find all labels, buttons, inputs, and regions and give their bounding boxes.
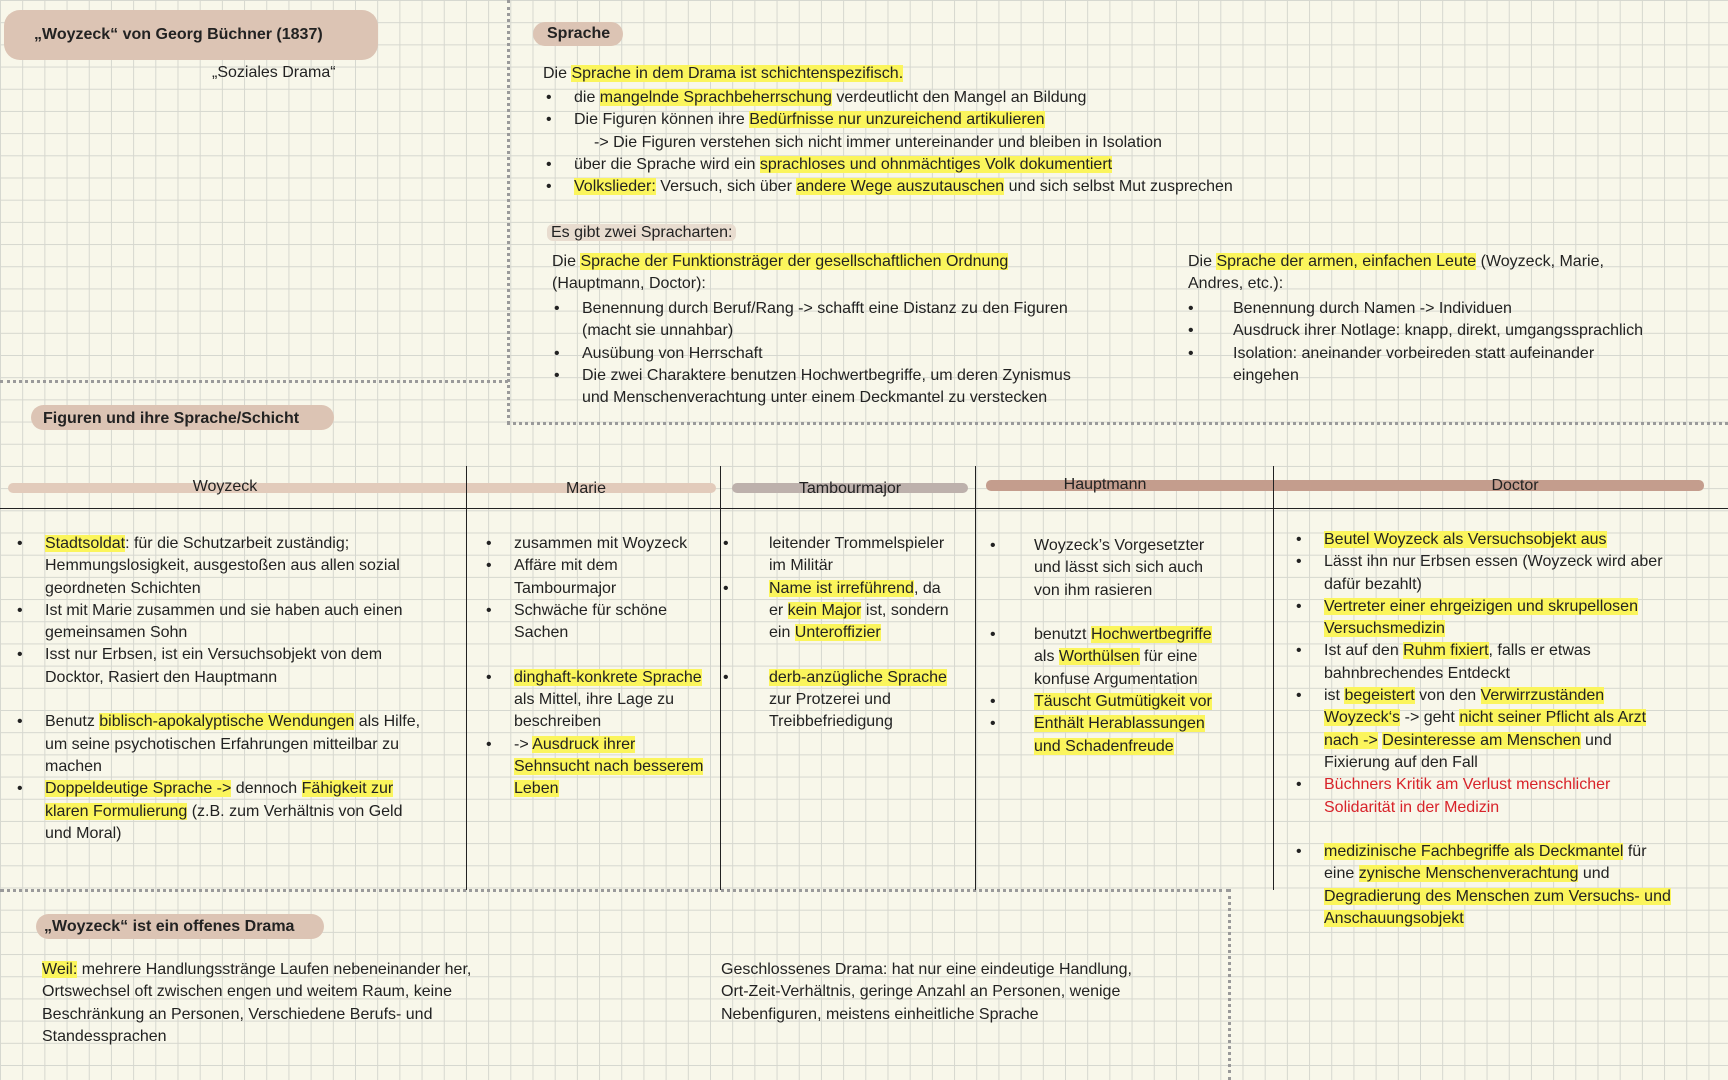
list-item: • Ist mit Marie zusammen und sie haben auch einen	[17, 601, 403, 619]
list-item: • Affäre mit dem	[486, 557, 618, 575]
table-col-line	[975, 466, 976, 890]
list-item: Sehnsucht nach besserem	[514, 757, 704, 775]
list-item: • Enthält Herablassungen	[990, 715, 1205, 733]
funktionstraeger-heading: Die Sprache der Funktionsträger der gesellschaftlichen Ordnung (Hauptmann, Doctor):	[552, 253, 1009, 293]
divider-horizontal-top	[507, 422, 1728, 425]
list-item: • medizinische Fachbegriffe als Deckmantel für	[1296, 843, 1647, 861]
table-col-line	[720, 466, 721, 890]
doctor-list	[1296, 529, 1724, 930]
list-item: Fixierung auf den Fall	[1324, 753, 1478, 771]
list-item	[769, 644, 974, 666]
list-item: um seine psychotischen Erfahrungen mitteilbar zu	[45, 735, 399, 753]
list-item: • Benennung durch Beruf/Rang -> schafft eine Distanz zu den Figuren	[554, 300, 1068, 317]
list-item: • Ausübung von Herrschaft	[554, 344, 763, 362]
list-item: er kein Major ist, sondern	[769, 601, 949, 619]
list-item: Leben	[514, 780, 559, 798]
list-item: Degradierung des Menschen zum Versuchs- und	[1324, 887, 1671, 905]
list-item: ein Unteroffizier	[769, 624, 881, 642]
list-item	[45, 689, 465, 711]
list-item	[1034, 602, 1269, 624]
list-item	[514, 644, 719, 666]
list-item: • zusammen mit Woyzeck	[486, 535, 688, 552]
list-item: eine zynische Menschenverachtung und	[1324, 865, 1610, 883]
list-item: klaren Formulierung (z.B. zum Verhältnis von Geld	[45, 802, 403, 820]
marie-list	[486, 533, 719, 801]
table-col-line	[1273, 466, 1274, 890]
list-item: Anschauungsobjekt	[1324, 910, 1464, 928]
table-col-line	[466, 466, 467, 890]
list-item: • Ausdruck ihrer Notlage: knapp, direkt, umgangssprachlich	[1188, 322, 1643, 340]
list-item: im Militär	[769, 557, 833, 575]
spracharten-heading: Es gibt zwei Spracharten:	[547, 222, 736, 244]
einfache-leute-heading: Die Sprache der armen, einfachen Leute (Woyzeck, Marie, Andres, etc.):	[1188, 253, 1604, 293]
list-item: und lässt sich sich auch	[1034, 559, 1203, 577]
list-item: Woyzeck‘s -> geht nicht seiner Pflicht als Arzt	[1324, 709, 1647, 727]
list-item: geordneten Schichten	[45, 579, 201, 597]
sprache-bullets	[546, 87, 1334, 198]
list-item: • Lässt ihn nur Erbsen essen (Woyzeck wird aber	[1296, 553, 1663, 571]
funktionstraeger-bullets	[554, 298, 1142, 409]
list-item: dafür bezahlt)	[1324, 575, 1422, 593]
list-item: als Mittel, ihre Lage zu	[514, 691, 675, 709]
list-item: • Täuscht Gutmütigkeit vor	[990, 693, 1212, 711]
list-item: konfuse Argumentation	[1034, 670, 1198, 688]
list-item: beschreiben	[514, 713, 602, 731]
offen-heading-pill	[36, 914, 324, 939]
col-header-tambourmajor: Tambourmajor	[798, 480, 902, 497]
list-item: • Volkslieder: Versuch, sich über andere Wege auszutauschen und sich selbst Mut zusprechen	[546, 178, 1233, 196]
divider-horizontal-bottom	[0, 889, 1230, 892]
list-item: • Woyzeck’s Vorgesetzter	[990, 537, 1205, 554]
tambourmajor-list	[723, 533, 974, 734]
list-item: • Schwäche für schöne	[486, 601, 667, 619]
list-item: • Stadtsoldat: für die Schutzarbeit zuständig;	[17, 535, 350, 552]
list-item: als Worthülsen für eine	[1034, 648, 1198, 666]
figuren-heading: Figuren und ihre Sprache/Schicht	[43, 410, 300, 427]
sprache-heading: Sprache	[547, 25, 611, 42]
list-item: (macht sie unnahbar)	[582, 322, 734, 340]
list-item: gemeinsamen Sohn	[45, 624, 188, 642]
hauptmann-list	[990, 535, 1269, 758]
list-item: Tambourmajor	[514, 579, 617, 597]
list-item: • derb-anzügliche Sprache	[723, 668, 947, 686]
list-item: zur Protzerei und	[769, 691, 891, 709]
list-item: • Benennung durch Namen -> Individuen	[1188, 300, 1512, 317]
table-header-line	[0, 508, 1728, 509]
list-item: • Name ist irreführend, da	[723, 579, 941, 597]
list-item: • Ist auf den Ruhm fixiert, falls er etwas	[1296, 642, 1591, 660]
woyzeck-list	[17, 533, 465, 845]
list-item: • Büchners Kritik am Verlust menschlicher	[1296, 776, 1611, 794]
einfache-leute-bullets	[1188, 298, 1713, 387]
list-item: Hemmungslosigkeit, ausgestoßen aus allen sozial	[45, 557, 400, 575]
page-subtitle: „Soziales Drama“	[212, 64, 336, 81]
list-item: • leitender Trommelspieler	[723, 535, 945, 552]
list-item: • ist begeistert von den Verwirrzuständen	[1296, 687, 1605, 705]
list-item: • Die Figuren können ihre Bedürfnisse nur unzureichend artikulieren	[546, 111, 1045, 129]
list-item: • Die zwei Charaktere benutzen Hochwertbegriffe, um deren Zynismus	[554, 366, 1071, 384]
list-item: Sachen	[514, 624, 569, 642]
list-item: und Schadenfreude	[1034, 737, 1174, 755]
list-item: machen	[45, 757, 102, 775]
list-item: • benutzt Hochwertbegriffe	[990, 626, 1212, 644]
list-item: • Isst nur Erbsen, ist ein Versuchsobjekt von dem	[17, 646, 383, 664]
list-item: • Doppeldeutige Sprache -> dennoch Fähigkeit zur	[17, 780, 394, 798]
list-item: • die mangelnde Sprachbeherrschung verdeutlicht den Mangel an Bildung	[546, 89, 1087, 106]
col-header-marie: Marie	[565, 480, 606, 497]
list-item: • Beutel Woyzeck als Versuchsobjekt aus	[1296, 531, 1607, 548]
col-header-woyzeck: Woyzeck	[192, 478, 258, 495]
col-header-doctor: Doctor	[1491, 477, 1539, 494]
list-item: bahnbrechendes Entdeckt	[1324, 664, 1510, 682]
list-item	[1324, 819, 1724, 841]
list-item: • Isolation: aneinander vorbeireden statt aufeinander	[1188, 344, 1595, 362]
list-item: von ihm rasieren	[1034, 581, 1153, 599]
list-item: Treibbefriedigung	[769, 713, 893, 731]
list-item: • dinghaft-konkrete Sprache	[486, 668, 702, 686]
list-item: • Benutz biblisch-apokalyptische Wendungen als Hilfe,	[17, 713, 421, 731]
list-item: -> Die Figuren verstehen sich nicht immer untereinander und bleiben in Isolation	[594, 133, 1162, 151]
geschlossen-text: Geschlossenes Drama: hat nur eine eindeutige Handlung, Ort-Zeit-Verhältnis, geringe Anzahl an Personen, wenige Nebenfiguren, meistens einheitliche Sprache	[721, 961, 1132, 1023]
sprache-intro: Die Sprache in dem Drama ist schichtenspezifisch.	[543, 65, 904, 82]
list-item: nach -> Desinteresse am Menschen und	[1324, 731, 1612, 749]
list-item: eingehen	[1233, 366, 1299, 384]
col-header-hauptmann: Hauptmann	[1063, 476, 1147, 493]
divider-vertical-top	[507, 0, 510, 424]
list-item: • -> Ausdruck ihrer	[486, 735, 636, 753]
list-item: • über die Sprache wird ein sprachloses und ohnmächtiges Volk dokumentiert	[546, 155, 1113, 173]
list-item: Docktor, Rasiert den Hauptmann	[45, 668, 278, 686]
offen-weil-text: Weil: mehrere Handlungsstränge Laufen nebeneinander her, Ortswechsel oft zwischen engen und weitem Raum, keine Beschränkung an Personen, Verschiedene Berufs- und Standessprachen	[42, 961, 472, 1045]
page-title: „Woyzeck“ von Georg Büchner (1837)	[34, 26, 323, 43]
divider-horizontal-left	[0, 380, 508, 383]
divider-vertical-bottom	[1228, 889, 1231, 1080]
list-item: Solidarität in der Medizin	[1324, 798, 1500, 816]
list-item: und Menschenverachtung unter einem Deckmantel zu verstecken	[582, 389, 1048, 407]
sprache-heading-pill	[533, 22, 623, 46]
title-pill	[4, 10, 378, 60]
offen-heading: „Woyzeck“ ist ein offenes Drama	[44, 918, 295, 935]
list-item: • Vertreter einer ehrgeizigen und skrupellosen	[1296, 597, 1638, 615]
figuren-heading-pill	[31, 405, 334, 430]
list-item: und Moral)	[45, 824, 122, 842]
list-item: Versuchsmedizin	[1324, 620, 1445, 638]
